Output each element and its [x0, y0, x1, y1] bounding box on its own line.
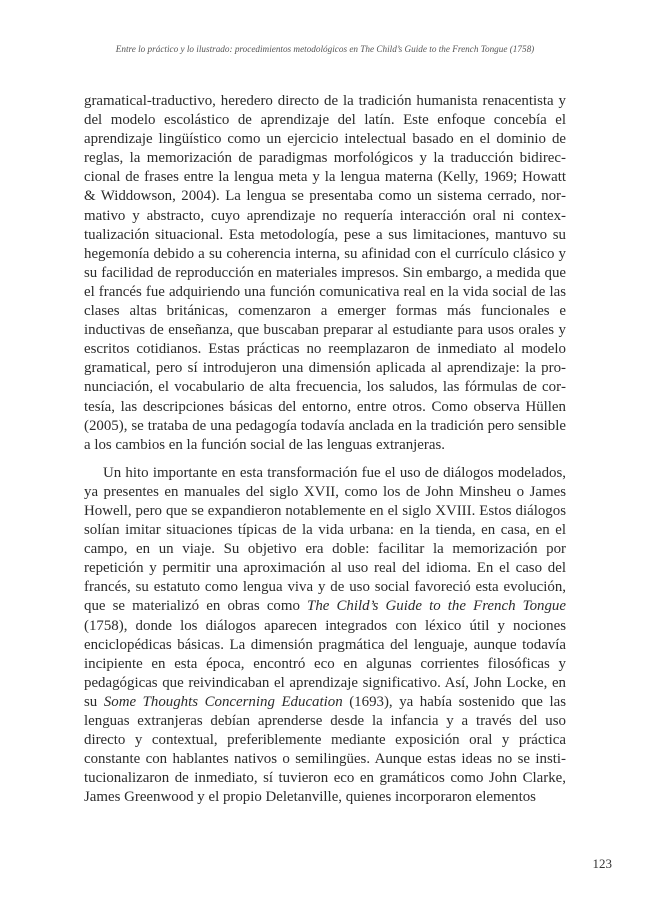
- paragraph-2-text-b: (1758), donde los diálogos aparecen integrados con léxico útil y nociones enciclopédicas básicas. La dimensión pragmática del lenguaje, aunque todavía incipiente en esta época, encontró eco en algunas corrientes filosóficas y pedagógicas que reivindicaban el aprendizaje significativo. Así, John Locke, en su: [84, 617, 566, 710]
- page-number: 123: [592, 856, 612, 871]
- paragraph-2: [84, 464, 566, 808]
- paragraph-2-text-a: Un hito importante en esta transformación fue el uso de diálogos modelados, ya presentes en manuales del siglo XVII, como los de John Minsheu o James Howell, pero que se expandieron notablemente en el siglo XVIII. Estos diálogos solían imitar situaciones típicas de la vida urbana: en la tienda, en casa, en el campo, en un viaje. Su objetivo era doble: facilitar la memorización por repetición y permitir una aproximación al uso real del idioma. En el caso del francés, su estatuto como lengua viva y de uso social favoreció esta evolución, que se materializó en obras como: [84, 464, 566, 615]
- book-title-some-thoughts: Some Thoughts Concerning Education: [103, 693, 343, 710]
- paragraph-2-text-c: (1693), ya había sostenido que las lenguas extranjeras debían aprenderse desde la infancia y a través del uso directo y contextual, preferiblemente mediante exposición oral y práctica constante con hablantes nativos o semilingües. Aunque estas ideas no se institucionalizaron de inmediato, sí tuvieron eco en gramáticos como John Clarke, James Greenwood y el propio Deletanville, quienes incorporaron elementos: [84, 693, 566, 806]
- paragraph-1-text: gramatical-traductivo, heredero directo de la tradición humanista renacentista y del modelo escolástico de aprendizaje del latín. Este enfoque concebía el aprendizaje lingüístico como un ejercicio intelectual basado en el dominio de reglas, la memorización de paradigmas morfológicos y la traducción bidireccional de frases entre la lengua meta y la lengua materna (Kelly, 1969; Howatt & Widdowson, 2004). La lengua se presentaba como un sistema cerrado, normativo y abstracto, cuyo aprendizaje no requería interacción oral ni contextualización situacional. Esta metodología, pese a sus limitaciones, mantuvo su hegemonía debido a su coherencia interna, su afinidad con el currículo clásico y su facilidad de reproducción en materiales impresos. Sin embargo, a medida que el francés fue adquiriendo una función comunicativa real en la vida social de las clases altas británicas, comenzaron a emerger formas más funcionales e inductivas de enseñanza, que buscaban preparar al estudiante para usos orales y escritos cotidianos. Estas prácticas no reemplazaron de inmediato al modelo gramatical, pero sí introdujeron una dimensión aplicada al aprendizaje: la pronunciación, el vocabulario de alta frecuencia, los saludos, las fórmulas de cortesía, las descripciones básicas del entorno, entre otros. Como observa Hüllen (2005), se trataba de una pedagogía todavía anclada en la tradición pero sensible a los cambios en la función social de las lenguas extranjeras.: [84, 93, 566, 453]
- body-text: [84, 92, 566, 807]
- paragraph-1: [84, 92, 566, 455]
- running-header: Entre lo práctico y lo ilustrado: procedimientos metodológicos en The Child’s Guide to the French Tongue (1758): [115, 44, 535, 54]
- book-title-childs-guide: The Child’s Guide to the French Tongue: [307, 598, 566, 615]
